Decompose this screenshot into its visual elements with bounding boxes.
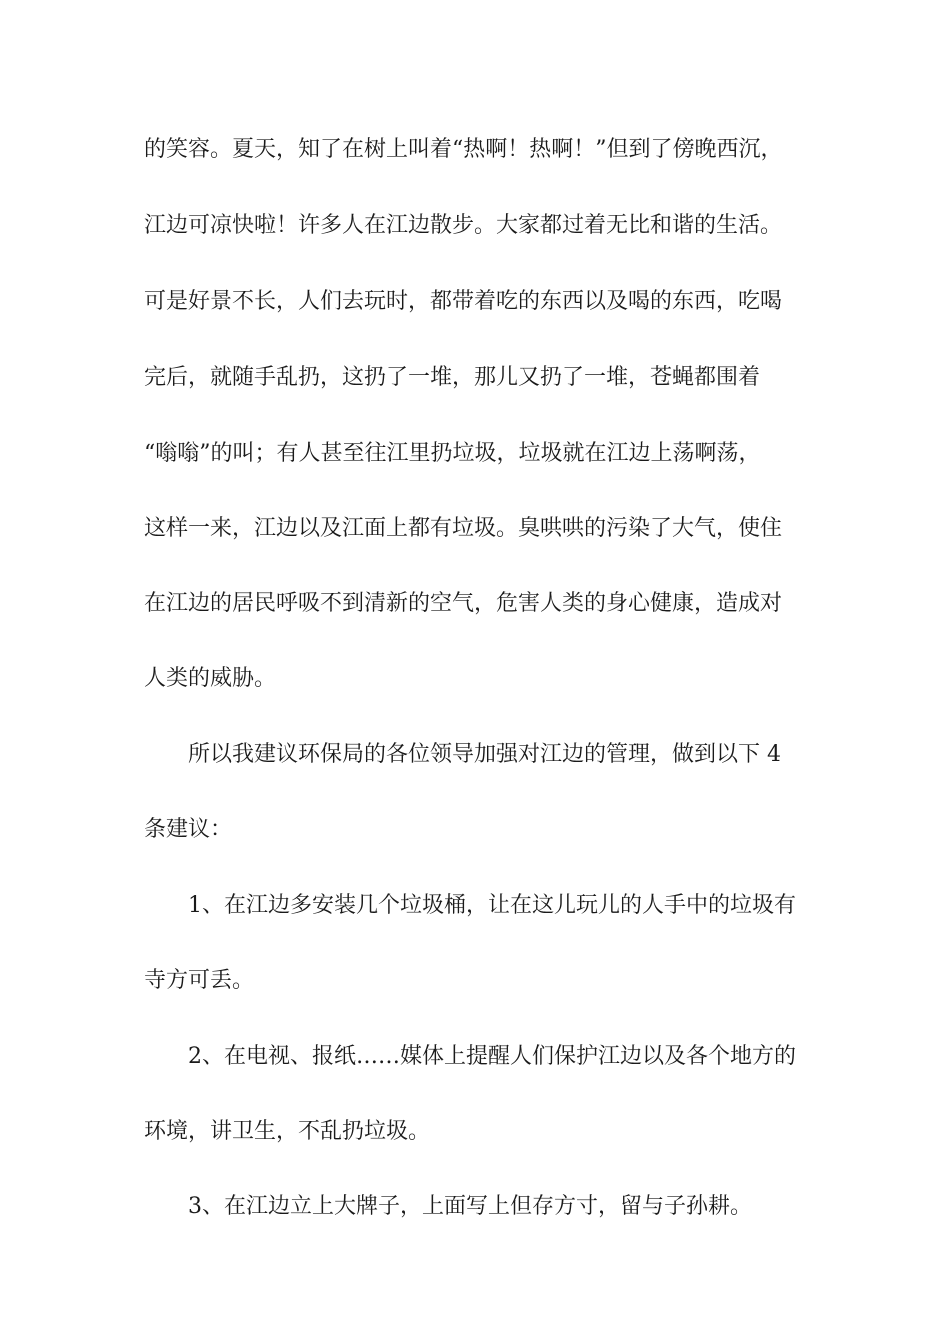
list-item-1-line: 1、在江边多安装几个垃圾桶，让在这儿玩儿的人手中的垃圾有 — [188, 893, 796, 918]
list-item-2-line: 2、在电视、报纸……媒体上提醒人们保护江边以及各个地方的 — [188, 1044, 796, 1069]
text-line: 完后，就随手乱扔，这扔了一堆，那儿又扔了一堆，苍蝇都围着 — [144, 365, 761, 390]
text-line: “嗡嗡”的叫；有人甚至往江里扔垃圾，垃圾就在江边上荡啊荡， — [144, 441, 761, 466]
text-line: 这样一来，江边以及江面上都有垃圾。臭哄哄的污染了大气，使住 — [144, 516, 783, 541]
text-line: 条建议： — [144, 817, 233, 842]
paragraph-start-line: 所以我建议环保局的各位领导加强对江边的管理，做到以下 4 — [188, 742, 781, 767]
list-item-2-continuation: 环境，讲卫生，不乱扔垃圾。 — [144, 1119, 431, 1144]
text-line: 江边可凉快啦！许多人在江边散步。大家都过着无比和谐的生活。 — [144, 213, 783, 238]
list-item-1-continuation: 寺方可丢。 — [144, 968, 255, 993]
text-line: 的笑容。夏天，知了在树上叫着“热啊！热啊！”但到了傍晚西沉， — [144, 137, 783, 162]
list-item-3-line: 3、在江边立上大牌子，上面写上但存方寸，留与子孙耕。 — [188, 1194, 752, 1219]
text-line: 在江边的居民呼吸不到清新的空气，危害人类的身心健康，造成对 — [144, 591, 783, 616]
text-line: 人类的威胁。 — [144, 666, 277, 691]
text-line: 可是好景不长，人们去玩时，都带着吃的东西以及喝的东西，吃喝 — [144, 289, 783, 314]
